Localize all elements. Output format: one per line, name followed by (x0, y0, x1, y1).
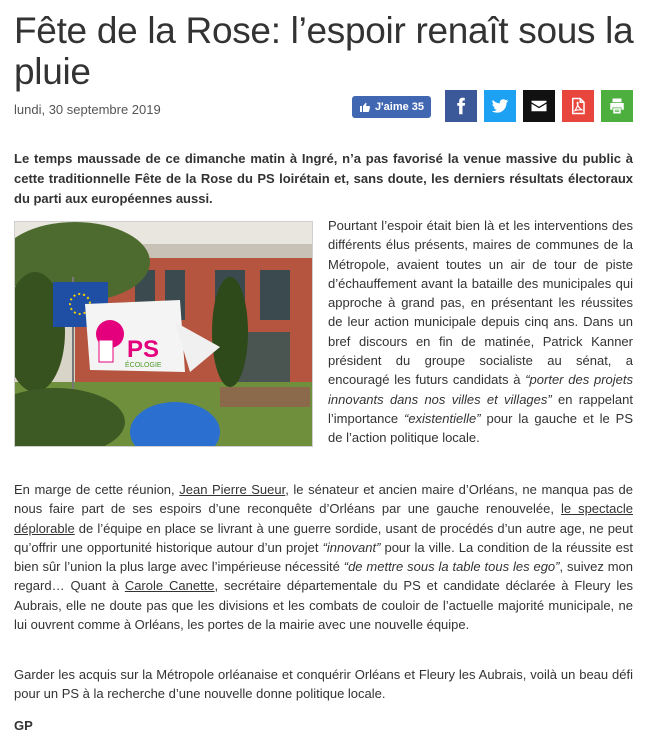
quote-mettre-sous-la-table: “de mettre sous la table tous les ego” (343, 559, 560, 575)
like-label: J'aime 35 (374, 101, 425, 113)
paragraph-2-text-a: En marge de cette réunion, (14, 482, 180, 497)
article-date: lundi, 30 septembre 2019 (14, 102, 161, 117)
email-icon (530, 97, 548, 115)
email-share-button[interactable] (523, 90, 555, 122)
paragraph-1-text-b: en rappelant l’importance (328, 391, 633, 426)
facebook-share-button[interactable] (445, 90, 477, 122)
paragraph-2-text-f: , secrétaire départementale du PS et candidate déclarée à Fleury les Aubrais, elle ne doute pas que les divisions et les combats de couloir de l’actuelle majorité municipale, ne lui ouvrent comme à Orléans, les portes de la mairie avec une nouvelle équipe. (14, 578, 633, 633)
pdf-icon (569, 97, 587, 115)
paragraph-2-text-c: de l’équipe en place se livrant à une guerre sordide, usant de procédés d’un autre age, ne peut qu’offrir une opportunité historique autour d’un projet (14, 520, 633, 555)
thumbs-up-icon (359, 101, 371, 113)
paragraph-1-text-a: Pourtant l’espoir était bien là et les interventions des différents élus présents, maires de communes de la Métropole, avaient toutes un air de tour de piste d’échauffement avant la bataille des municipales qui approche à grand pas, en présentant les réussites de leur action municipale depuis cinq ans. Dans un bref discours en fin de matinée, Patrick Kanner président du groupe socialiste au sénat, a encouragé les futurs candidats à (328, 218, 633, 388)
paragraph-2-text-d: pour la ville. La condition de la réussite est bien sûr l’union la plus large avec l’impérieuse nécessité (14, 539, 634, 575)
twitter-icon (491, 97, 509, 115)
paragraph-2-text-e: , suivez mon regard… Quant à (14, 559, 633, 594)
twitter-share-button[interactable] (484, 90, 516, 122)
quote-innovant: “innovant” (322, 539, 381, 555)
event-photo-illustration (15, 222, 312, 446)
flag-ps-text: PS (127, 336, 160, 363)
link-jean-pierre-sueur[interactable]: Jean Pierre Sueur (179, 482, 286, 497)
facebook-icon (452, 97, 470, 115)
article-signature: GP (14, 718, 33, 733)
paragraph-2 (14, 480, 633, 634)
print-icon (608, 97, 626, 115)
quote-porter-projets: “porter des projets innovants dans nos villes et villages” (328, 372, 633, 407)
paragraph-1 (328, 216, 633, 448)
paragraph-3: Garder les acquis sur la Métropole orléanaise et conquérir Orléans et Fleury les Aubrais, voilà un beau défi pour un PS à la recherche d’une nouvelle donne politique locale. (14, 667, 633, 702)
paragraph-1-text-c: pour la gauche et le PS de l’action politique locale. (328, 410, 633, 446)
print-button[interactable] (601, 90, 633, 122)
facebook-like-button[interactable] (352, 96, 431, 118)
link-spectacle-deplorable[interactable]: le spectacle déplorable (14, 501, 634, 536)
quote-existentielle: “existentielle” (403, 410, 481, 426)
flag-subtext: ÉCOLOGIE (125, 362, 162, 369)
article-photo (14, 221, 313, 447)
article-lead: Le temps maussade de ce dimanche matin à Ingré, n’a pas favorisé la venue massive du public à cette traditionnelle Fête de la Rose du PS loirétain et, sans doute, les derniers résultats électoraux du parti aux européennes aussi. (14, 151, 633, 206)
pdf-button[interactable] (562, 90, 594, 122)
paragraph-2-text-b: , le sénateur et ancien maire d’Orléans, ne manqua pas de nous faire part de ses espoirs d’une reconquête d’Orléans par une gauche renouvelée, (14, 482, 633, 517)
link-carole-canette[interactable]: Carole Canette (124, 578, 215, 594)
article-title: Fête de la Rose: l’espoir renaît sous la pluie (14, 10, 634, 92)
